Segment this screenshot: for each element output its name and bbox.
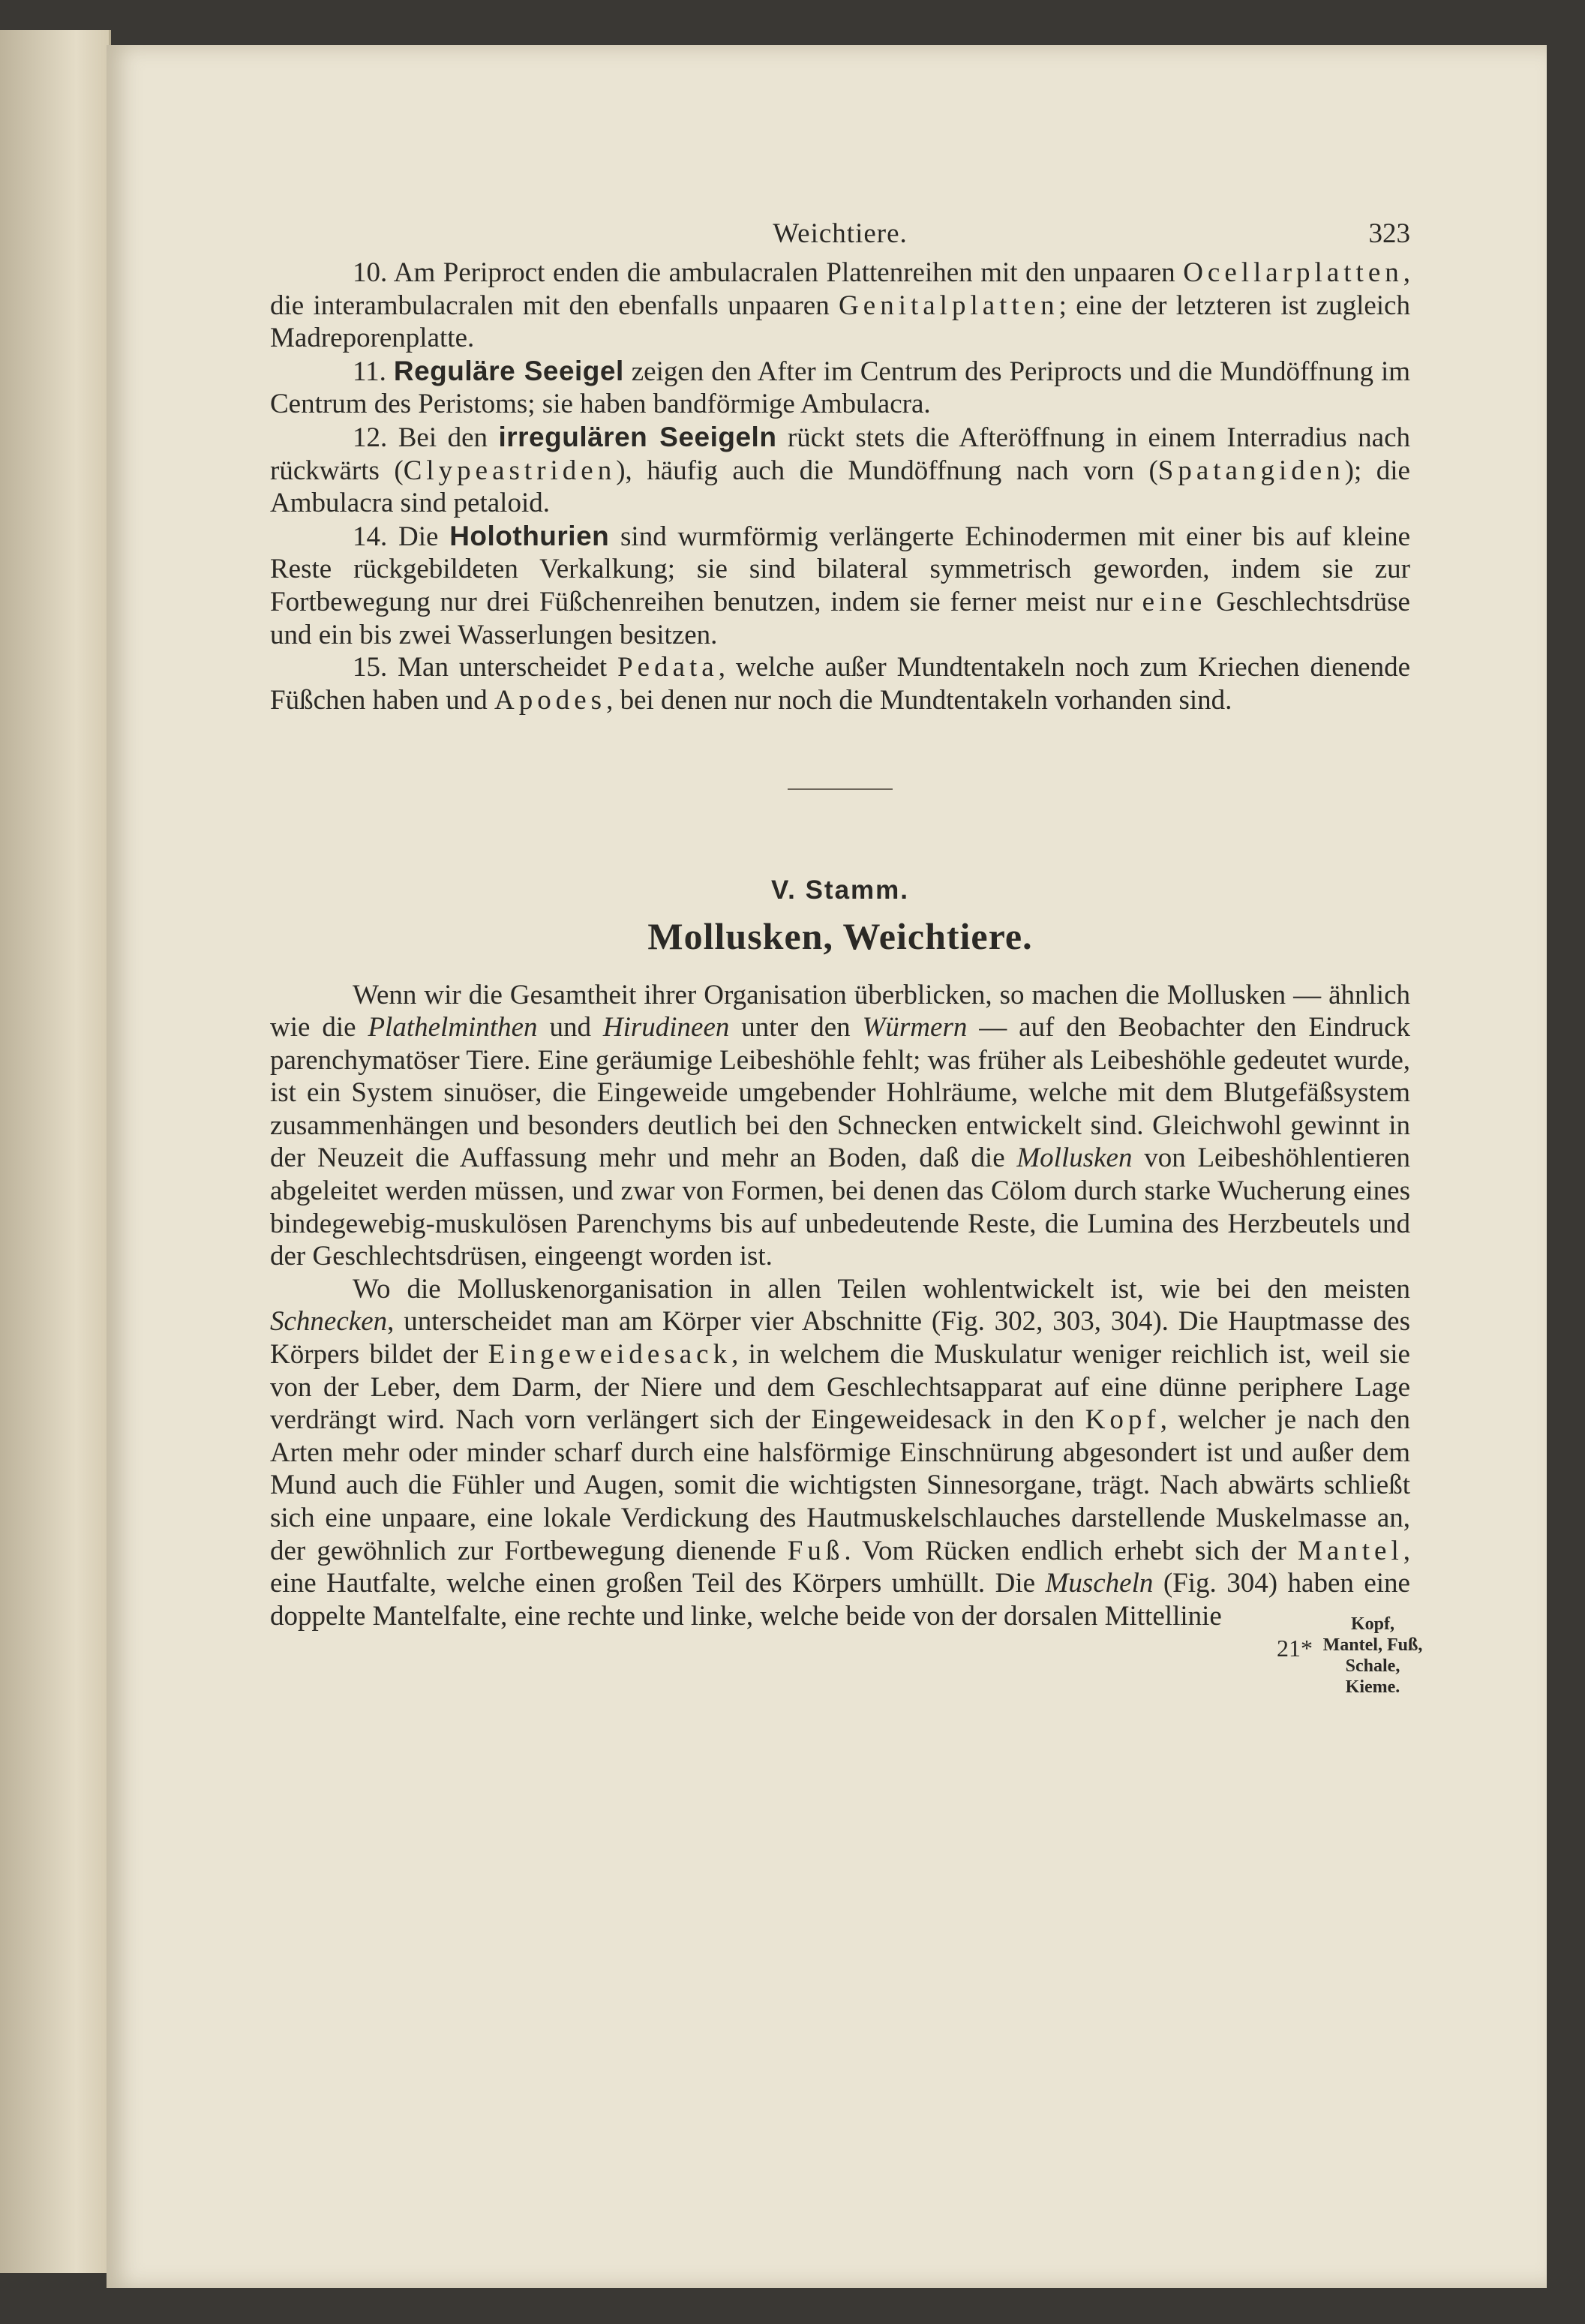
echinoderm-paragraph	[270, 257, 1410, 355]
echinoderm-summary	[270, 257, 1410, 716]
spaced-term: Genitalplatten	[839, 290, 1059, 321]
margin-note	[1313, 1614, 1433, 1698]
spaced-term: Kopf	[1085, 1404, 1160, 1436]
text-run: Wenn wir die Gesamtheit ihrer Organisation überblicken, so machen die Mollusken — ähnlich wie die	[270, 979, 1410, 1043]
text-run: 12. Bei den	[353, 422, 499, 453]
text-run: Wo die Molluskenorganisation in allen Teilen wohlentwickelt ist, wie bei den meisten	[353, 1273, 1410, 1305]
spaced-term: Eingeweidesack	[488, 1339, 732, 1371]
echinoderm-paragraph	[270, 520, 1410, 651]
spaced-term: Spatangiden	[1157, 455, 1345, 486]
text-run: , bei denen nur noch die Mundtentakeln vorhanden sind.	[606, 684, 1232, 716]
text-run: — auf den Beobachter den Eindruck parenchymatöser Tiere. Eine geräumige Leibeshöhle fehlt; was früher als Leibeshöhle gedeutet wurde, ist ein System sinuöser, die Eingeweide umgebender Hohlräume, welche mit dem Blutgefäßsystem zusammenhängen und besonders deutlich bei den Schnecken entwickelt sind. Gleichwohl gewinnt in der Neuzeit die Auffassung mehr und mehr an Boden, daß die	[270, 1012, 1410, 1174]
bold-term: Holothurien	[449, 520, 610, 551]
italic-term: Würmern	[862, 1012, 968, 1043]
mollusk-intro	[270, 979, 1410, 1633]
spaced-term: Ocellarplatten	[1183, 257, 1403, 288]
echinoderm-paragraph	[270, 355, 1410, 421]
italic-term: Mollusken	[1016, 1142, 1133, 1174]
text-run: , unterscheidet man am Körper vier Abschnitte (Fig. 302, 303, 304). Die Hauptmasse des Körpers bildet der	[270, 1306, 1410, 1371]
page-number: 323	[1368, 218, 1410, 249]
italic-term: Schnecken	[270, 1306, 388, 1338]
mollusk-paragraph	[270, 1273, 1410, 1633]
text-run: , in welchem die Muskulatur weniger reichlich ist, weil sie von der Leber, dem Darm, der Niere und dem Geschlechtsapparat auf eine dünne periphere Lage verdrängt wird. Nach vorn verlängert sich der Eingeweidesack in den	[270, 1339, 1410, 1436]
text-run: ; eine der letzteren ist zugleich Madreporenplatte.	[270, 290, 1410, 354]
text-run: , welcher je nach den Arten mehr oder minder scharf durch eine halsförmige Einschnürung abgesondert ist und außer dem Mund auch die Fühler und Augen, somit die wichtigsten Sinnesorgane, trägt. Nach abwärts schließt sich eine unpaare, eine lokale Verdickung des Hautmuskelschlauches darstellende Muskelmasse an, der gewöhnlich zur Fortbewegung dienende	[270, 1404, 1410, 1566]
italic-term: Hirudineen	[602, 1012, 730, 1043]
spaced-term: Pedata	[617, 652, 719, 683]
text-run: (Fig. 304) haben eine doppelte Mantelfalte, eine rechte und linke, welche beide von der dorsalen Mittellinie	[270, 1568, 1410, 1632]
text-run: , die interambulacralen mit den ebenfalls unpaaren	[270, 257, 1410, 321]
margin-note-line: Mantel, Fuß,	[1322, 1635, 1423, 1655]
spaced-term: Mantel	[1297, 1535, 1403, 1566]
margin-note-line: Kopf,	[1350, 1614, 1394, 1634]
spaced-term: Fuß	[787, 1535, 845, 1566]
echinoderm-paragraph	[270, 421, 1410, 520]
text-run: . Vom Rücken endlich erhebt sich der	[844, 1535, 1298, 1566]
italic-term: Muscheln	[1045, 1568, 1154, 1599]
spaced-term: Clypeastriden	[403, 455, 617, 486]
echinoderm-paragraph	[270, 651, 1410, 716]
text-run: 10. Am Periproct enden die ambulacralen Plattenreihen mit den unpaaren	[353, 257, 1184, 288]
bold-term: Reguläre Seeigel	[393, 355, 624, 386]
text-run: sind wurmförmig verlängerte Echinodermen mit einer bis auf kleine Reste rückgebildeten Verkalkung; sie sind bilateral symmetrisch geworden, indem sie zur Fortbewegung nur drei Füßchenreihen benutzen, indem sie ferner meist nur	[270, 521, 1410, 617]
signature-mark: 21*	[1277, 1635, 1313, 1662]
text-run: von Leibeshöhlentieren abgeleitet werden müssen, und zwar von Formen, bei denen das Cölom durch starke Wucherung eines bindegewebig-muskulösen Parenchyms bis auf unbedeutende Reste, die Lumina des Herzbeutels und der Geschlechtsdrüsen, eingeengt worden ist.	[270, 1142, 1410, 1272]
text-run: 15. Man unterscheidet	[353, 652, 618, 683]
running-head	[270, 218, 1410, 257]
text-run: , welche außer Mundtentakeln noch zum Kriechen dienende Füßchen haben und	[270, 652, 1411, 716]
left-page-edge	[0, 30, 111, 2273]
text-run: ), häufig auch die Mundöffnung nach vorn (	[616, 455, 1158, 486]
book-page	[107, 45, 1547, 2288]
italic-term: Plathelminthen	[368, 1012, 538, 1043]
text-run: zeigen den After im Centrum des Periprocts und die Mundöffnung im Centrum des Peristoms; sie haben bandförmige Ambulacra.	[270, 356, 1411, 420]
section-title: Mollusken, Weichtiere.	[647, 914, 1033, 957]
text-run: ); die Ambulacra sind petaloid.	[270, 455, 1410, 519]
text-block	[270, 218, 1410, 1665]
text-run: 11.	[353, 356, 394, 387]
text-run: Geschlechtsdrüse und ein bis zwei Wasserlungen besitzen.	[270, 586, 1410, 650]
spaced-term: Apodes	[494, 684, 607, 716]
mollusk-paragraph	[270, 979, 1410, 1273]
running-title: Weichtiere.	[773, 218, 908, 249]
margin-note-line: Kieme.	[1345, 1677, 1400, 1697]
text-run: , eine Hautfalte, welche einen großen Teil des Körpers umhüllt. Die	[270, 1535, 1411, 1599]
bold-term: irregulären Seeigeln	[498, 421, 777, 452]
section-label: V. Stamm.	[770, 875, 909, 905]
text-run: 14. Die	[353, 521, 450, 552]
margin-note-line: Schale,	[1345, 1656, 1400, 1676]
text-run: und	[537, 1012, 603, 1043]
text-run: unter den	[729, 1012, 863, 1043]
text-run: rückt stets die Afteröffnung in einem Interradius nach rückwärts (	[270, 422, 1410, 486]
section-divider	[788, 788, 893, 790]
spaced-term: eine	[1142, 586, 1207, 617]
